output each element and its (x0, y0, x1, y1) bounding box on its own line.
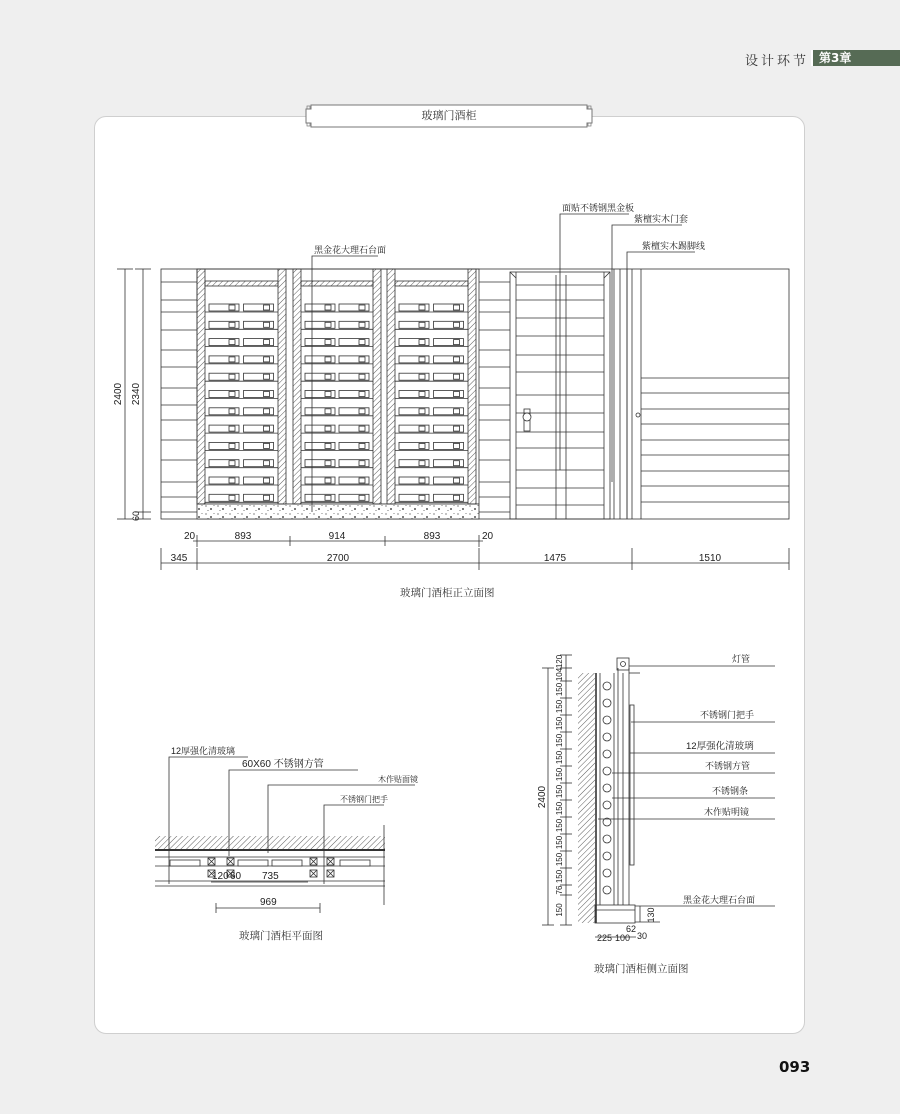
bottle-label (454, 392, 460, 397)
bottle-label (264, 495, 270, 500)
side-dim-label: 150 (555, 852, 564, 867)
bay-top-shelf (395, 281, 468, 286)
bottle-label (359, 357, 365, 362)
bottle-label (419, 305, 425, 310)
bottle-label (264, 374, 270, 379)
side-dim-label: 150 (555, 716, 564, 731)
bottle-label (264, 340, 270, 345)
dim-893-b: 893 (423, 531, 441, 542)
bottle-label (419, 478, 425, 483)
bottle-label (359, 392, 365, 397)
side-dim-130: 130 (646, 907, 656, 923)
side-bottle-icon (603, 869, 611, 877)
label-side-strip: 不锈钢条 (712, 786, 749, 796)
dim-60: 60 (131, 510, 141, 522)
bottle-label (454, 357, 460, 362)
label-skirting: 紫檀实木踢脚线 (642, 241, 706, 251)
dim-893-a: 893 (234, 531, 252, 542)
bottle-label (229, 374, 235, 379)
bottle-label (264, 305, 270, 310)
bottle-label (359, 374, 365, 379)
plan-dim-60: 60 (230, 871, 242, 882)
bottle-label (229, 340, 235, 345)
bottle-label (359, 495, 365, 500)
bay-side-hatch (278, 269, 286, 504)
label-side-light: 灯管 (732, 654, 751, 664)
section-title: 设计环节 (745, 54, 810, 69)
bottle-label (454, 461, 460, 466)
bottle-label (229, 357, 235, 362)
side-dim-label: 150 (555, 903, 564, 917)
leader-skirting (627, 252, 695, 519)
bottle-label (325, 443, 331, 448)
side-bottle-icon (603, 750, 611, 758)
plan-dim-969: 969 (260, 897, 277, 908)
side-dim-label: 150 (555, 818, 564, 833)
side-bottle-icon (603, 835, 611, 843)
bottle-label (359, 322, 365, 327)
label-side-handle: 不锈钢门把手 (700, 710, 755, 720)
side-bottle-icon (603, 784, 611, 792)
leader-door-frame (612, 225, 682, 482)
side-bottle-icon (603, 767, 611, 775)
side-dim-label: 150 (555, 733, 564, 748)
bottle-label (264, 426, 270, 431)
bottle-label (229, 426, 235, 431)
bottle-label (325, 305, 331, 310)
light-tube-icon (617, 658, 629, 670)
side-dim-label: 76 (555, 885, 564, 895)
bottle-label (229, 495, 235, 500)
wall-panel-boards (641, 378, 789, 502)
label-side-marble-top: 黑金花大理石台面 (683, 895, 756, 905)
label-marble-top: 黑金花大理石台面 (314, 245, 387, 255)
bottle-label (419, 322, 425, 327)
bay-side-hatch (387, 269, 395, 504)
dim-345: 345 (170, 553, 188, 564)
side-dim-label: 150 (555, 767, 564, 782)
bottle-label (359, 478, 365, 483)
bottle-label (454, 443, 460, 448)
side-dim-225: 225 (597, 933, 613, 943)
bottle-label (419, 461, 425, 466)
side-dim-30: 30 (637, 931, 648, 941)
plan-bottle-icon (340, 860, 370, 866)
bottle-label (454, 374, 460, 379)
label-plan-handle: 不锈钢门把手 (340, 795, 388, 804)
bottle-label (325, 392, 331, 397)
panel-title: 玻璃门酒柜 (421, 109, 477, 122)
bottle-label (454, 340, 460, 345)
bottle-label (325, 461, 331, 466)
side-dim-label: 150 (555, 699, 564, 714)
side-bottle-icon (603, 716, 611, 724)
label-plan-tube: 60X60 不锈钢方管 (242, 759, 324, 770)
bottle-label (359, 305, 365, 310)
bottle-label (264, 357, 270, 362)
bottle-label (419, 392, 425, 397)
side-dim-100: 100 (615, 933, 631, 943)
label-side-tube: 不锈钢方管 (705, 761, 751, 771)
label-plan-mirror: 木作贴面镜 (378, 775, 418, 784)
plan-dim-735: 735 (262, 871, 279, 882)
side-bottle-icon (603, 699, 611, 707)
bottle-label (454, 409, 460, 414)
bottle-label (229, 392, 235, 397)
wall-hatch (155, 836, 385, 849)
side-dim-label: 150 (555, 835, 564, 850)
plan-view (155, 757, 415, 913)
bottle-label (264, 409, 270, 414)
side-handle (630, 705, 634, 865)
side-bottle-icon (603, 852, 611, 860)
bay-side-hatch (468, 269, 476, 504)
bottle-label (229, 305, 235, 310)
bottle-label (419, 409, 425, 414)
bottle-label (419, 443, 425, 448)
bottle-label (264, 443, 270, 448)
side-dim-label: 150 (555, 750, 564, 765)
right-wall-panel (479, 282, 510, 512)
side-bottle-icon (603, 682, 611, 690)
chapter-badge: 第3章 (811, 50, 900, 66)
bottle-label (325, 409, 331, 414)
plan-bottle-icon (238, 860, 268, 866)
bay-top-shelf (205, 281, 278, 286)
label-side-mirror: 木作贴明镜 (704, 807, 750, 817)
caption-side-elevation: 玻璃门酒柜侧立面图 (594, 963, 689, 975)
bottle-label (419, 374, 425, 379)
bottle-label (264, 478, 270, 483)
side-bottle-icon (603, 733, 611, 741)
plan-dim-120: 120 (212, 871, 229, 882)
dim-1510: 1510 (698, 553, 722, 564)
bottle-label (325, 357, 331, 362)
side-dim-label: 150 (555, 784, 564, 799)
dim-914: 914 (328, 531, 346, 542)
bottle-label (229, 443, 235, 448)
wine-bays (197, 269, 476, 504)
label-side-glass: 12厚强化清玻璃 (686, 741, 754, 752)
bottle-label (359, 409, 365, 414)
plan-bottle-icon (272, 860, 302, 866)
side-dim-label: 150 (555, 801, 564, 816)
bottle-label (325, 374, 331, 379)
bottle-label (419, 357, 425, 362)
bottle-label (264, 322, 270, 327)
side-bottle-icon (603, 886, 611, 894)
bottle-label (229, 461, 235, 466)
bottle-label (454, 426, 460, 431)
side-wall-hatch (578, 673, 595, 923)
side-bottle-column (603, 682, 611, 894)
bottle-label (419, 340, 425, 345)
bay-side-hatch (293, 269, 301, 504)
side-dim-label: 150 (555, 869, 564, 884)
front-elevation (117, 214, 789, 570)
plan-bottle-icon (170, 860, 200, 866)
dim-2400: 2400 (113, 382, 124, 406)
side-base (595, 905, 635, 923)
dim-20-left: 20 (184, 531, 196, 542)
bottle-label (419, 426, 425, 431)
bay-side-hatch (197, 269, 205, 504)
bottle-label (325, 322, 331, 327)
bottle-label (454, 305, 460, 310)
bottle-label (325, 478, 331, 483)
bottle-label (325, 495, 331, 500)
label-plan-glass: 12厚强化清玻璃 (171, 746, 236, 756)
marble-base (197, 504, 479, 519)
dim-2700: 2700 (326, 553, 350, 564)
bay-side-hatch (373, 269, 381, 504)
label-stainless-plate: 面贴不锈钢黑金板 (562, 203, 635, 213)
page-number: 093 (779, 1058, 811, 1076)
dim-2340: 2340 (131, 382, 142, 406)
bottle-label (454, 495, 460, 500)
bottle-label (325, 426, 331, 431)
caption-plan-view: 玻璃门酒柜平面图 (239, 930, 323, 942)
label-door-frame: 紫檀实木门套 (634, 214, 689, 224)
bottle-label (229, 322, 235, 327)
bottle-rows (170, 860, 370, 866)
door-knob-icon (523, 413, 531, 421)
side-dim-label: 150 (555, 682, 564, 697)
bottle-label (359, 443, 365, 448)
caption-front-elevation: 玻璃门酒柜正立面图 (400, 587, 495, 599)
bottle-label (454, 478, 460, 483)
bottle-label (325, 340, 331, 345)
side-dim-62: 62 (626, 924, 637, 934)
bottle-label (359, 426, 365, 431)
dim-20-right: 20 (482, 531, 494, 542)
dim-1475: 1475 (543, 553, 567, 564)
side-dim-label: 120 (555, 654, 564, 669)
bottle-label (359, 461, 365, 466)
bottle-label (264, 461, 270, 466)
bottle-label (359, 340, 365, 345)
bottle-label (264, 392, 270, 397)
left-wall-panel (161, 282, 197, 512)
bottle-label (229, 409, 235, 414)
side-vertical-dims (555, 654, 564, 916)
bottle-label (419, 495, 425, 500)
bottle-label (229, 478, 235, 483)
side-dim-label: 104 (555, 667, 564, 682)
side-bottle-icon (603, 801, 611, 809)
side-dim-2400: 2400 (537, 785, 548, 809)
horizontal-dimensions (161, 535, 789, 570)
bottle-label (454, 322, 460, 327)
leader-marble-top (312, 256, 378, 512)
